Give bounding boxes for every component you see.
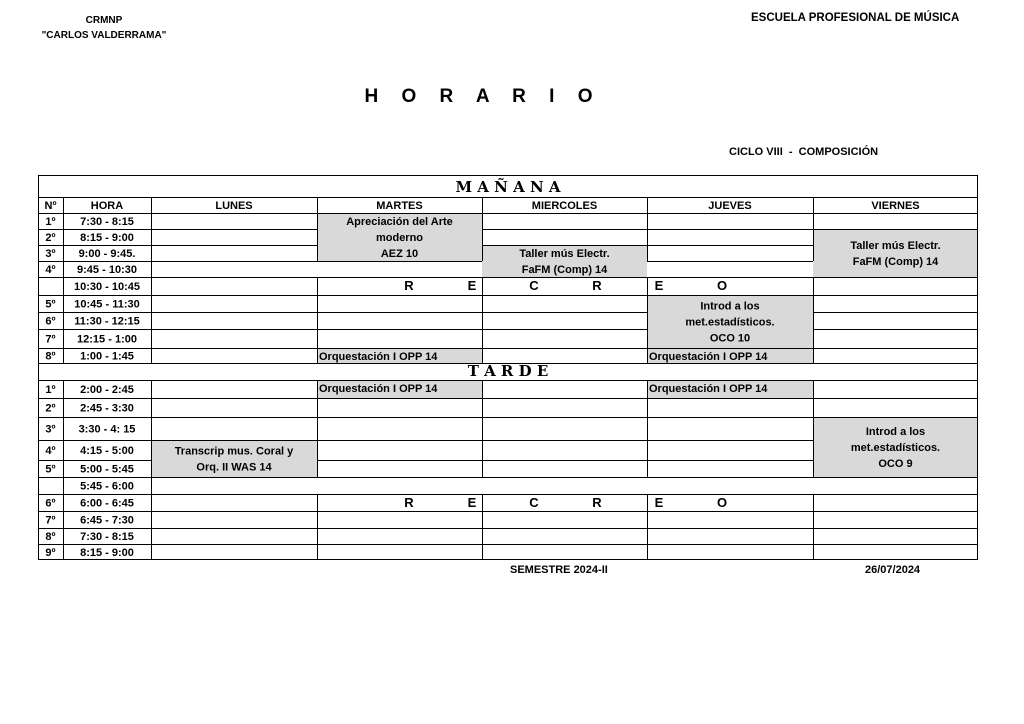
row-time: 12:15 - 1:00 [77, 333, 137, 346]
course-taller-miercoles-text: Taller mús Electr. [519, 248, 610, 260]
row-time: 5:00 - 5:45 [80, 463, 134, 476]
row-time: 10:45 - 11:30 [74, 298, 140, 311]
recess-letter: R [592, 495, 602, 510]
course-orq-jueves-pm: Orquestación I OPP 14 [649, 383, 768, 395]
date-label: 26/07/2024 [865, 564, 921, 576]
institution-name [34, 13, 174, 43]
recess-letter: O [716, 278, 728, 293]
course-transcrip-text: Orq. II WAS 14 [196, 461, 272, 474]
row-number: 6º [45, 315, 56, 328]
row-number: 1º [45, 384, 56, 396]
row-time: 8:15 - 9:00 [80, 547, 134, 559]
row-time: 9:45 - 10:30 [77, 264, 137, 276]
column-header: MARTES [376, 200, 423, 212]
course-apreciacion-text: AEZ 10 [380, 248, 419, 260]
course-introd-jueves-text: OCO 10 [709, 332, 751, 345]
row-number: 1º [45, 216, 56, 228]
school-name: ESCUELA PROFESIONAL DE MÚSICA [751, 12, 960, 24]
course-apreciacion-text: Apreciación del Arte [346, 216, 453, 228]
recess-letter: E [654, 278, 664, 293]
row-number: 2º [45, 232, 56, 244]
row-number: 3º [45, 248, 56, 260]
ciclo-label: CICLO VIII - COMPOSICIÓN [729, 146, 879, 158]
row-time: 6:45 - 7:30 [80, 514, 134, 527]
row-time: 3:30 - 4: 15 [78, 423, 136, 436]
course-introd-viernes-text: Introd a los [865, 426, 926, 438]
institution-fullname: "CARLOS VALDERRAMA" [41, 30, 167, 41]
recess-letter: R [592, 278, 602, 293]
semester-label: SEMESTRE 2024-II [510, 564, 608, 576]
row-time: 8:15 - 9:00 [80, 232, 134, 244]
row-number: 7º [45, 514, 56, 527]
column-header: JUEVES [708, 200, 752, 212]
course-taller-miercoles-text: FaFM (Comp) 14 [521, 264, 608, 276]
recess-letter: O [716, 495, 728, 510]
course-block-taller-viernes [813, 229, 978, 277]
column-header: HORA [90, 200, 124, 212]
row-time: 10:30 - 10:45 [73, 281, 141, 293]
row-time: 7:30 - 8:15 [80, 531, 134, 543]
course-introd-viernes-text: OCO 9 [878, 458, 913, 470]
row-number: 8º [45, 531, 56, 543]
course-transcrip-text: Transcrip mus. Coral y [174, 445, 294, 458]
row-number: 6º [45, 497, 56, 510]
course-orq-jueves-am: Orquestación I OPP 14 [649, 351, 768, 363]
row-number: 3º [45, 423, 56, 436]
course-orq-martes-am: Orquestación I OPP 14 [319, 351, 438, 363]
course-taller-viernes-text: Taller mús Electr. [850, 240, 941, 252]
row-time: 9:00 - 9:45. [78, 248, 136, 260]
recess-letter: R [404, 278, 414, 293]
page-title: H O R A R I O [364, 86, 602, 107]
column-header: LUNES [215, 200, 253, 212]
row-number: 4º [45, 445, 56, 457]
recess-letter: C [529, 495, 539, 510]
recess-letter: E [654, 495, 664, 510]
section-title-afternoon: T A R D E [467, 362, 549, 380]
row-time: 11:30 - 12:15 [74, 315, 140, 328]
course-introd-jueves-text: Introd a los [700, 300, 760, 313]
row-number: 8º [45, 350, 56, 363]
course-introd-viernes-text: met.estadísticos. [850, 442, 941, 454]
recess-letter: E [467, 495, 477, 510]
row-number: 9º [45, 547, 56, 559]
row-time: 5:45 - 6:00 [80, 480, 134, 493]
column-header: Nº [44, 200, 57, 212]
course-introd-jueves-text: met.estadísticos. [685, 316, 775, 329]
institution-abbrev: CRMNP [85, 15, 123, 26]
column-header: VIERNES [871, 200, 920, 212]
recess-letter: E [467, 278, 477, 293]
row-time: 2:00 - 2:45 [80, 384, 134, 396]
column-header: MIERCOLES [531, 200, 598, 212]
recess-letter: R [404, 495, 414, 510]
row-time: 2:45 - 3:30 [80, 402, 134, 415]
row-time: 6:00 - 6:45 [80, 497, 134, 510]
section-title-morning: M A Ñ A N A [455, 178, 561, 196]
course-taller-viernes-text: FaFM (Comp) 14 [852, 256, 939, 268]
row-time: 4:15 - 5:00 [80, 445, 134, 457]
row-number: 2º [45, 402, 56, 415]
row-number: 5º [45, 463, 56, 476]
course-orq-martes-pm: Orquestación I OPP 14 [319, 383, 438, 395]
schedule-table [38, 175, 979, 561]
course-apreciacion-text: moderno [375, 232, 424, 244]
row-number: 4º [45, 264, 56, 276]
row-time: 1:00 - 1:45 [80, 350, 134, 363]
row-number: 7º [45, 333, 56, 346]
row-number: 5º [45, 298, 56, 311]
row-time: 7:30 - 8:15 [80, 216, 134, 228]
recess-letter: C [529, 278, 539, 293]
